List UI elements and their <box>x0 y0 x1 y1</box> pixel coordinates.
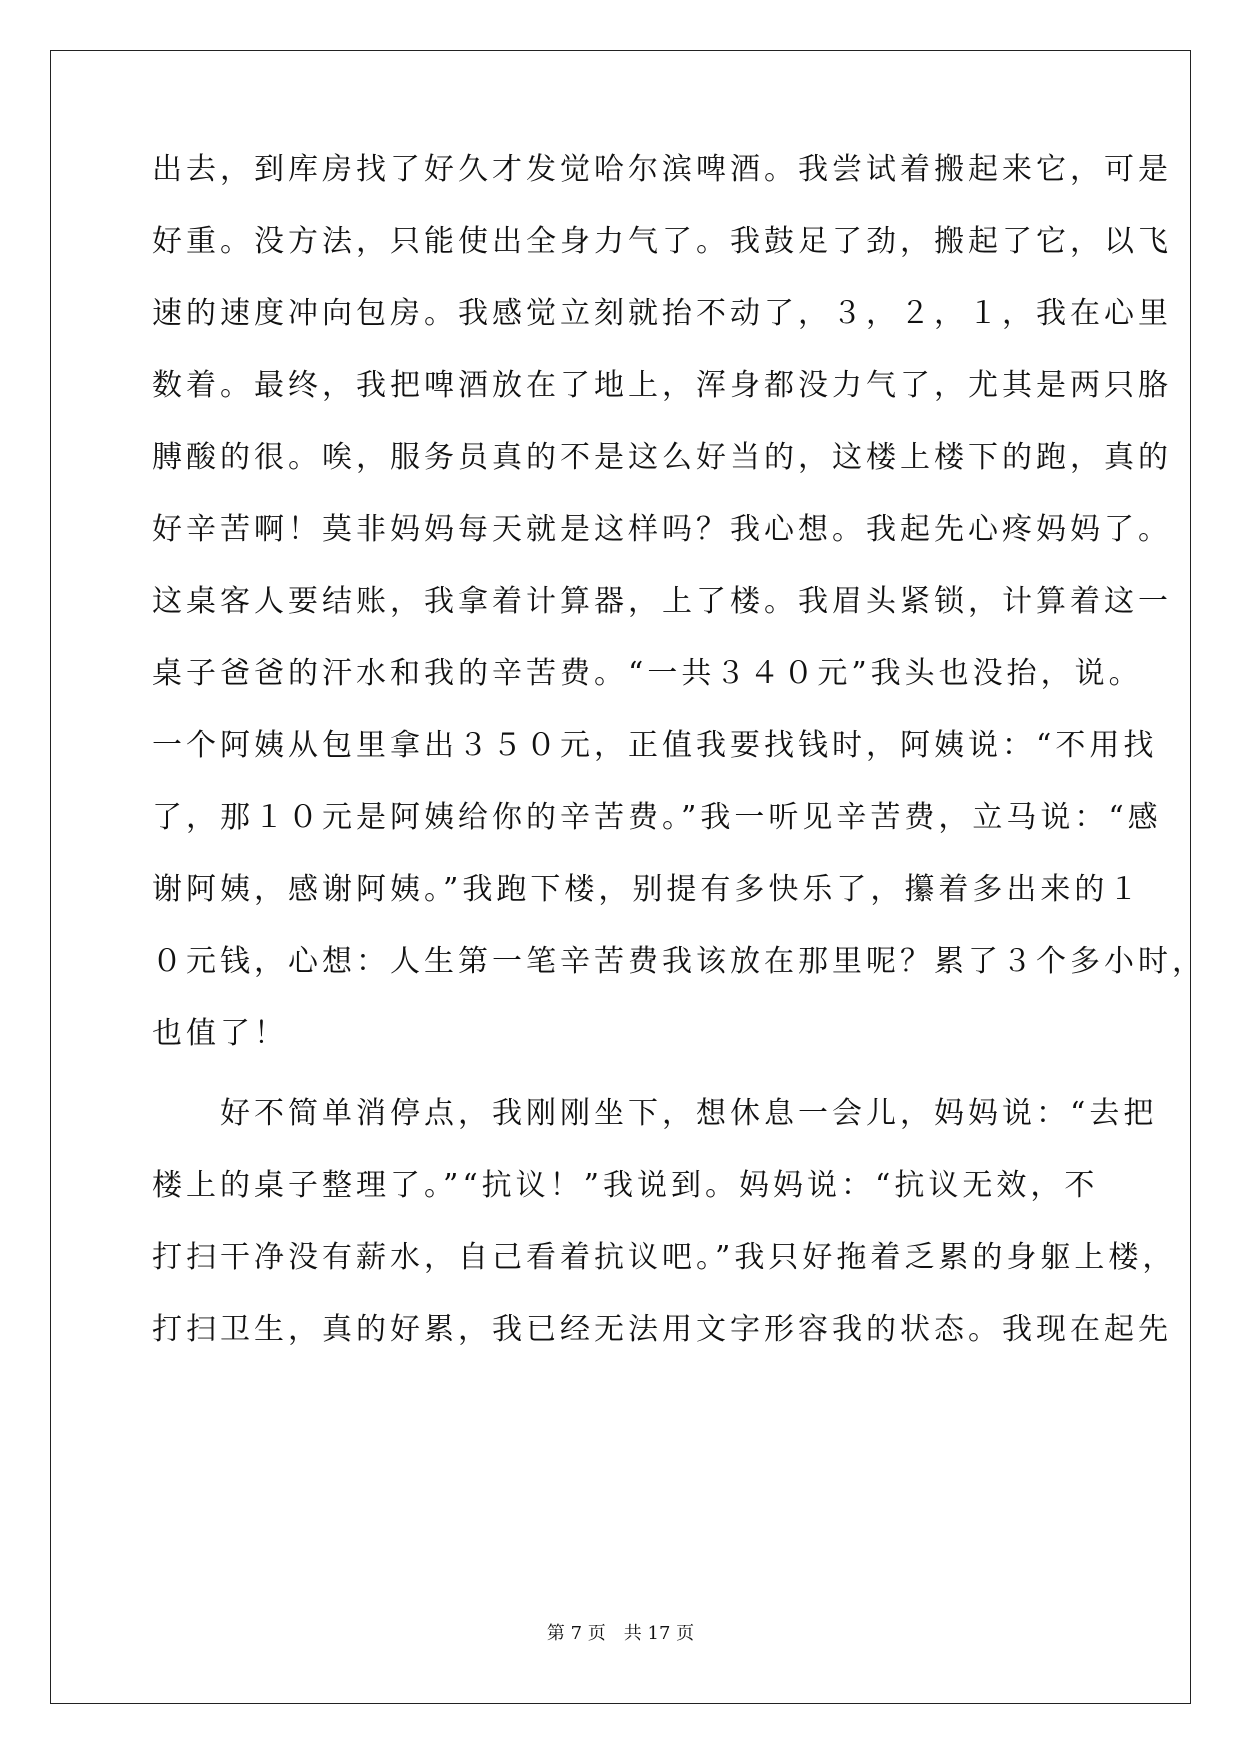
text-line: 出去，到库房找了好久才发觉哈尔滨啤酒。我尝试着搬起来它，可是 <box>152 152 1172 187</box>
text-line: 楼上的桌子整理了。”“抗议！”我说到。妈妈说：“抗议无效，不 <box>152 1168 1099 1203</box>
text-line: 打扫干净没有薪水，自己看着抗议吧。”我只好拖着乏累的身躯上楼， <box>152 1240 1177 1275</box>
text-line: 了，那１０元是阿姨给你的辛苦费。”我一听见辛苦费，立马说：“感 <box>152 800 1162 835</box>
text-line: 好重。没方法，只能使出全身力气了。我鼓足了劲，搬起了它，以飞 <box>152 224 1172 259</box>
text-line: 桌子爸爸的汗水和我的辛苦费。“一共３４０元”我头也没抬，说。 <box>152 656 1143 691</box>
text-line: 速的速度冲向包房。我感觉立刻就抬不动了，３，２，１，我在心里 <box>152 296 1172 331</box>
page-number: 第 7 页 <box>546 1623 606 1644</box>
text-line: 膊酸的很。唉，服务员真的不是这么好当的，这楼上楼下的跑，真的 <box>152 440 1172 475</box>
text-line: 谢阿姨，感谢阿姨。”我跑下楼，别提有多快乐了，攥着多出来的１ <box>152 872 1143 907</box>
page-total: 共 17 页 <box>623 1623 695 1644</box>
text-line: ０元钱，心想：人生第一笔辛苦费我该放在那里呢？累了３个多小时， <box>152 944 1206 979</box>
text-line: 好辛苦啊！莫非妈妈每天就是这样吗？我心想。我起先心疼妈妈了。 <box>152 512 1172 547</box>
text-line: 数着。最终，我把啤酒放在了地上，浑身都没力气了，尤其是两只胳 <box>152 368 1172 403</box>
page-footer <box>0 1622 1241 1646</box>
text-line: 好不简单消停点，我刚刚坐下，想休息一会儿，妈妈说：“去把 <box>152 1096 1158 1131</box>
text-line: 这桌客人要结账，我拿着计算器，上了楼。我眉头紧锁，计算着这一 <box>152 584 1172 619</box>
text-line: 一个阿姨从包里拿出３５０元，正值我要找钱时，阿姨说：“不用找 <box>152 728 1158 763</box>
text-line: 打扫卫生，真的好累，我已经无法用文字形容我的状态。我现在起先 <box>152 1312 1172 1347</box>
text-line: 也值了！ <box>152 1016 288 1051</box>
